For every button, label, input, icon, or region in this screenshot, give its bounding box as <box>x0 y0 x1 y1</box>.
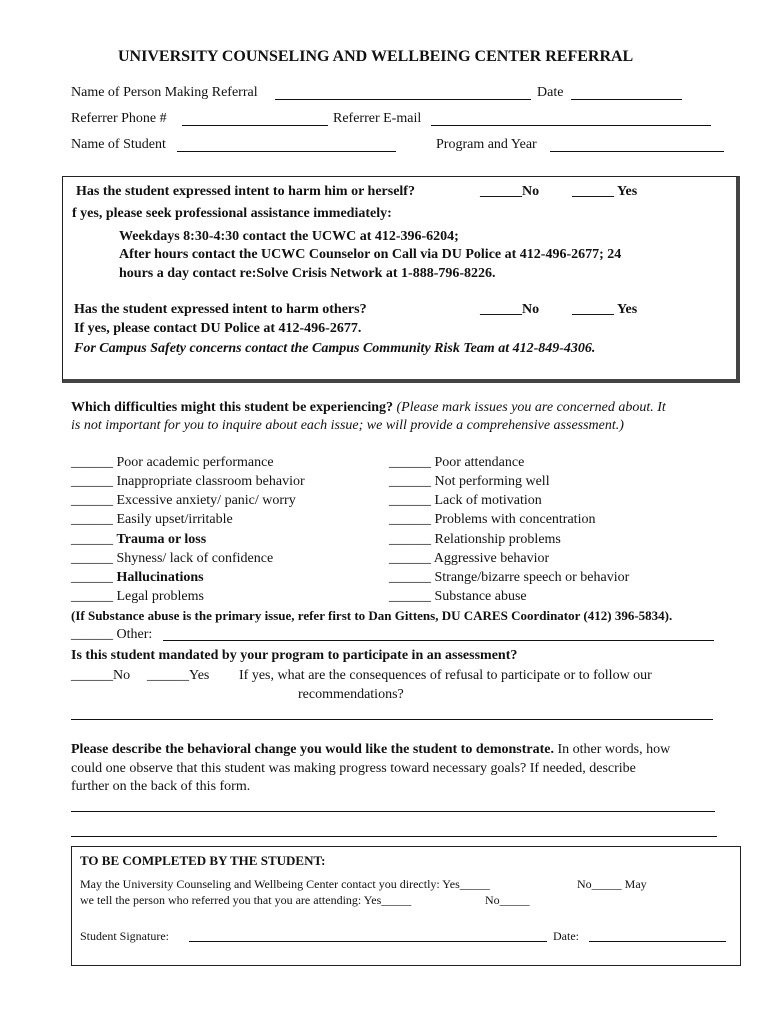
harm-others-no-option[interactable]: ______No <box>480 302 540 317</box>
page-title: UNIVERSITY COUNSELING AND WELLBEING CENTER REFERRAL <box>118 48 634 65</box>
difficulty-label: Relationship problems <box>434 532 561 547</box>
checkbox-blank[interactable]: ______ <box>71 589 113 604</box>
difficulty-label: Excessive anxiety/ panic/ worry <box>116 493 296 508</box>
checkbox-blank[interactable]: ______ <box>71 493 113 508</box>
checkbox-blank[interactable]: ______ <box>71 474 113 489</box>
difficulty-item[interactable] <box>71 589 204 605</box>
checkbox-blank[interactable]: ______ <box>389 474 431 489</box>
self-harm-yes-option[interactable]: ______ Yes <box>572 184 638 199</box>
difficulty-item[interactable] <box>71 455 274 471</box>
difficulty-label: Hallucinations <box>116 570 204 585</box>
student-date-field[interactable] <box>589 941 726 942</box>
checkbox-blank[interactable]: ______ <box>71 627 113 642</box>
difficulty-label: Legal problems <box>116 589 204 604</box>
student-name-field[interactable] <box>177 151 396 152</box>
difficulty-item[interactable] <box>71 570 204 586</box>
weekdays-contact: Weekdays 8:30-4:30 contact the UCWC at 412-396-6204; <box>119 229 459 244</box>
campus-safety-note: For Campus Safety concerns contact the Campus Community Risk Team at 412-849-4306. <box>74 341 596 356</box>
difficulty-label: Trauma or loss <box>116 532 207 547</box>
program-year-label: Program and Year <box>436 137 537 152</box>
difficulty-item[interactable] <box>71 512 233 528</box>
signature-field[interactable] <box>189 941 547 942</box>
checkbox-blank[interactable]: ______ <box>389 455 431 470</box>
referrer-name-field[interactable] <box>275 99 531 100</box>
behavior-field-1[interactable] <box>71 811 715 812</box>
difficulty-label: Aggressive behavior <box>433 551 550 566</box>
behavior-field-2[interactable] <box>71 836 717 837</box>
mandated-question: Is this student mandated by your program to participate in an assessment? <box>71 648 518 663</box>
substance-note: (If Substance abuse is the primary issue, refer first to Dan Gittens, DU CARES Coordinator (412) 396-5834). <box>71 608 673 623</box>
police-contact: If yes, please contact DU Police at 412-496-2677. <box>74 321 362 336</box>
difficulty-label: Lack of motivation <box>434 493 542 508</box>
difficulty-label: Problems with concentration <box>434 512 596 527</box>
difficulty-label: Not performing well <box>434 474 550 489</box>
signature-label: Student Signature: <box>80 929 169 943</box>
difficulty-item[interactable] <box>71 532 206 548</box>
difficulties-instruction-1: (Please mark issues you are concerned about. It <box>396 400 666 415</box>
difficulty-item[interactable] <box>389 512 595 528</box>
contact-consent-question[interactable]: May the University Counseling and Wellbeing Center contact you directly: Yes_____ <box>80 877 490 891</box>
harm-others-question: Has the student expressed intent to harm others? <box>74 302 367 317</box>
harm-others-yes-option[interactable]: ______ Yes <box>572 302 638 317</box>
behavior-line-1: In other words, how <box>557 742 671 757</box>
difficulty-label: Inappropriate classroom behavior <box>116 474 305 489</box>
difficulties-question-line <box>71 400 666 416</box>
other-label: Other: <box>116 627 153 642</box>
share-attendance-question[interactable]: we tell the person who referred you that you are attending: Yes_____ <box>80 893 412 907</box>
other-item[interactable] <box>71 627 152 643</box>
other-field[interactable] <box>163 640 714 641</box>
checkbox-blank[interactable]: ______ <box>389 589 431 604</box>
difficulty-item[interactable] <box>389 589 527 605</box>
consequence-text-1: If yes, what are the consequences of refusal to participate or to follow our <box>239 668 652 683</box>
checkbox-blank[interactable]: ______ <box>71 570 113 585</box>
date-field[interactable] <box>571 99 682 100</box>
checkbox-blank[interactable]: ______ <box>389 493 431 508</box>
referrer-phone-label: Referrer Phone # <box>71 111 167 126</box>
difficulty-item[interactable] <box>389 474 550 490</box>
difficulty-item[interactable] <box>389 551 549 567</box>
self-harm-question: Has the student expressed intent to harm him or herself? <box>76 184 415 199</box>
checkbox-blank[interactable]: ______ <box>71 512 113 527</box>
difficulties-instruction-2: is not important for you to inquire about each issue; we will provide a comprehensive assessment.) <box>71 418 624 433</box>
difficulty-label: Strange/bizarre speech or behavior <box>434 570 630 585</box>
difficulty-item[interactable] <box>389 532 561 548</box>
student-date-label: Date: <box>553 929 579 943</box>
student-name-label: Name of Student <box>71 137 166 152</box>
self-harm-no-option[interactable]: ______No <box>480 184 540 199</box>
checkbox-blank[interactable]: ______ <box>71 551 113 566</box>
difficulty-label: Poor academic performance <box>116 455 274 470</box>
behavior-line-3: further on the back of this form. <box>71 779 251 794</box>
difficulty-label: Shyness/ lack of confidence <box>116 551 274 566</box>
resolve-contact: hours a day contact re:Solve Crisis Network at 1-888-796-8226. <box>119 266 496 281</box>
behavior-prompt-line <box>71 742 670 758</box>
checkbox-blank[interactable]: ______ <box>389 551 431 566</box>
difficulty-item[interactable] <box>389 570 629 586</box>
mandated-no-option[interactable]: ______No <box>71 668 131 683</box>
checkbox-blank[interactable]: ______ <box>71 455 113 470</box>
behavior-prompt: Please describe the behavioral change you would like the student to demonstrate. <box>71 742 554 757</box>
mandated-yes-option[interactable]: ______Yes <box>147 668 210 683</box>
contact-consent-no[interactable]: No_____ May <box>577 877 647 891</box>
share-attendance-no[interactable]: No_____ <box>485 893 530 907</box>
date-label: Date <box>537 85 564 100</box>
referrer-email-field[interactable] <box>431 125 711 126</box>
self-harm-instruction: f yes, please seek professional assistance immediately: <box>72 206 392 221</box>
consequence-text-2: recommendations? <box>298 687 404 702</box>
difficulties-question: Which difficulties might this student be experiencing? <box>71 400 394 415</box>
referrer-phone-field[interactable] <box>182 125 328 126</box>
difficulty-item[interactable] <box>389 493 542 509</box>
difficulty-item[interactable] <box>71 493 296 509</box>
checkbox-blank[interactable]: ______ <box>389 512 431 527</box>
consequence-field[interactable] <box>71 719 713 720</box>
difficulty-label: Poor attendance <box>434 455 525 470</box>
referrer-name-label: Name of Person Making Referral <box>71 85 258 100</box>
difficulty-item[interactable] <box>389 455 524 471</box>
checkbox-blank[interactable]: ______ <box>389 570 431 585</box>
difficulty-label: Easily upset/irritable <box>116 512 233 527</box>
behavior-line-2: could one observe that this student was making progress toward necessary goals? If needed, describe <box>71 761 636 776</box>
after-hours-contact: After hours contact the UCWC Counselor on Call via DU Police at 412-496-2677; 24 <box>119 247 622 262</box>
checkbox-blank[interactable]: ______ <box>389 532 431 547</box>
difficulty-item[interactable] <box>71 551 273 567</box>
difficulty-label: Substance abuse <box>434 589 527 604</box>
checkbox-blank[interactable]: ______ <box>71 532 113 547</box>
student-section-heading: TO BE COMPLETED BY THE STUDENT: <box>80 853 326 868</box>
difficulty-item[interactable] <box>71 474 305 490</box>
referrer-email-label: Referrer E-mail <box>333 111 422 126</box>
program-year-field[interactable] <box>550 151 724 152</box>
